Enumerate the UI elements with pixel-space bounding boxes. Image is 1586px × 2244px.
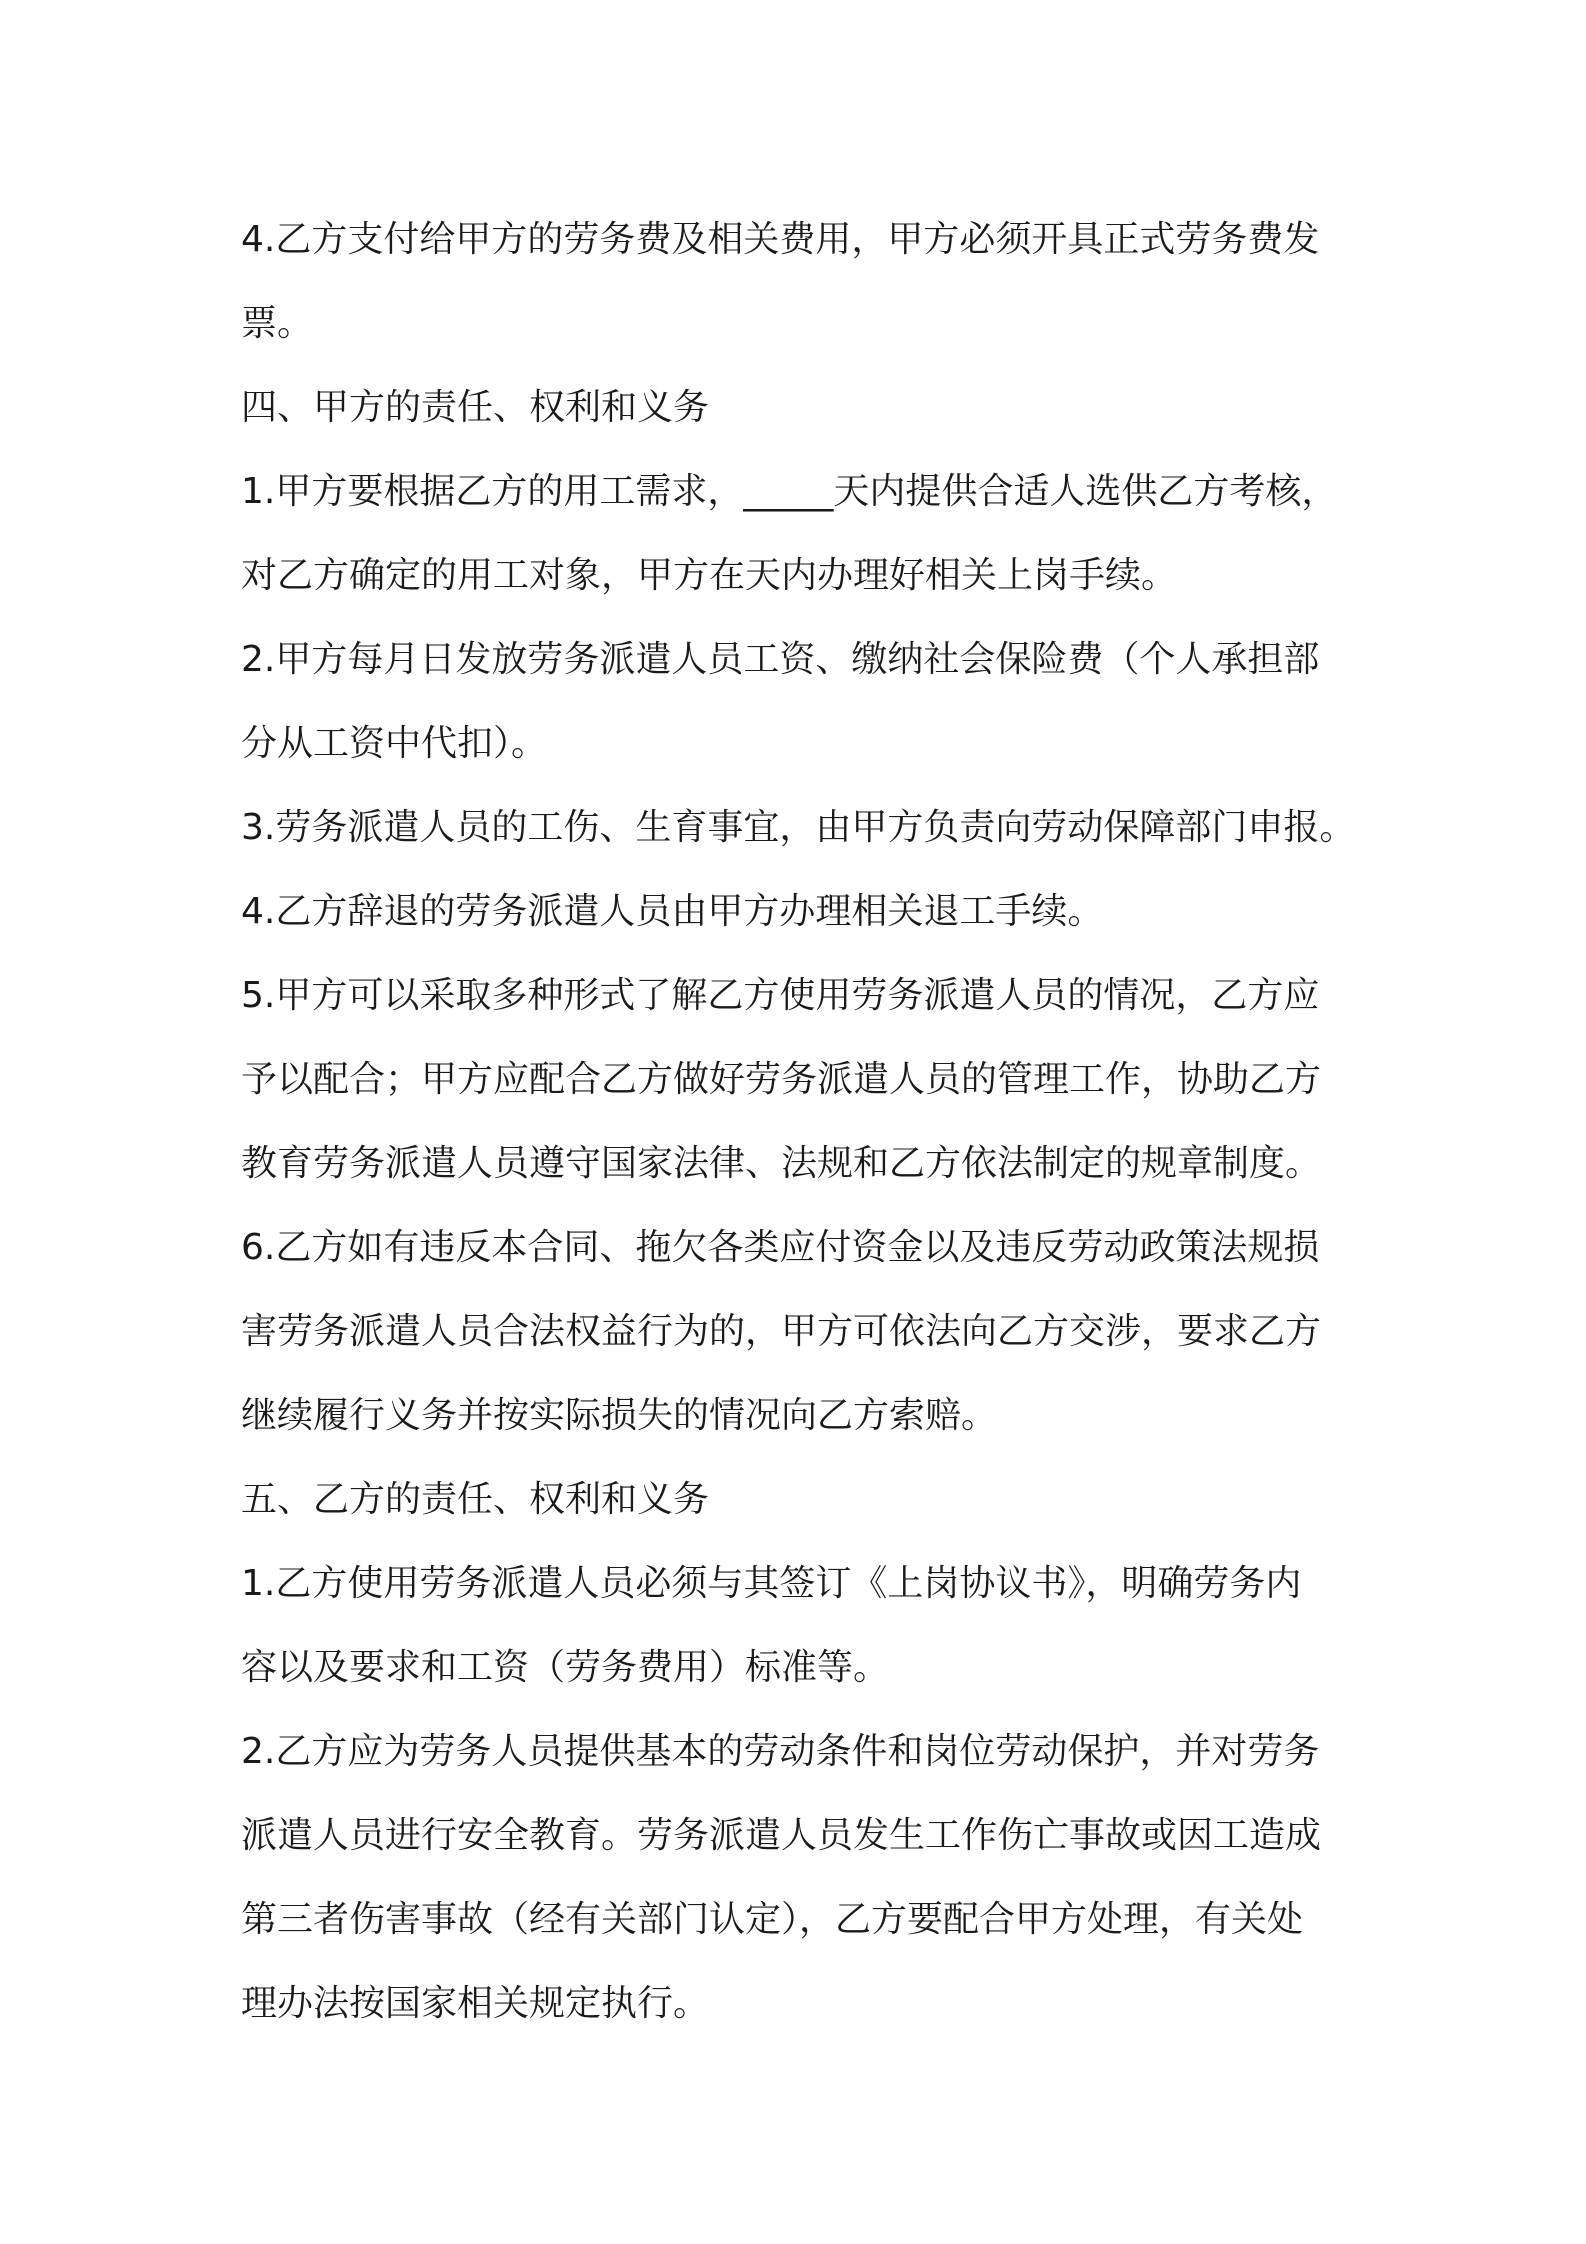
text-line: 1.甲方要根据乙方的用工需求，_____天内提供合适人选供乙方考核， bbox=[241, 471, 1338, 512]
text-line: 害劳务派遣人员合法权益行为的，甲方可依法向乙方交涉，要求乙方 bbox=[241, 1311, 1322, 1352]
section-heading: 五、乙方的责任、权利和义务 bbox=[241, 1479, 710, 1520]
text-line: 对乙方确定的用工对象，甲方在天内办理好相关上岗手续。 bbox=[241, 555, 1178, 596]
text-line: 派遣人员进行安全教育。劳务派遣人员发生工作伤亡事故或因工造成 bbox=[241, 1815, 1322, 1856]
text-line: 理办法按国家相关规定执行。 bbox=[241, 1983, 710, 2024]
text-line: 4.乙方辞退的劳务派遣人员由甲方办理相关退工手续。 bbox=[241, 891, 1104, 932]
text-line: 票。 bbox=[241, 303, 314, 344]
text-line: 继续履行义务并按实际损失的情况向乙方索赔。 bbox=[241, 1395, 998, 1436]
text-line: 予以配合；甲方应配合乙方做好劳务派遣人员的管理工作，协助乙方 bbox=[241, 1059, 1322, 1100]
section-heading: 四、甲方的责任、权利和义务 bbox=[241, 387, 710, 428]
text-line: 2.甲方每月日发放劳务派遣人员工资、缴纳社会保险费（个人承担部 bbox=[241, 639, 1320, 680]
text-line: 1.乙方使用劳务派遣人员必须与其签订《上岗协议书》，明确劳务内 bbox=[241, 1563, 1302, 1604]
text-line: 教育劳务派遣人员遵守国家法律、法规和乙方依法制定的规章制度。 bbox=[241, 1143, 1322, 1184]
text-line: 2.乙方应为劳务人员提供基本的劳动条件和岗位劳动保护，并对劳务 bbox=[241, 1731, 1320, 1772]
text-line: 6.乙方如有违反本合同、拖欠各类应付资金以及违反劳动政策法规损 bbox=[241, 1227, 1320, 1268]
document-body bbox=[241, 198, 1386, 2046]
text-line: 第三者伤害事故（经有关部门认定），乙方要配合甲方处理，有关处 bbox=[241, 1899, 1304, 1940]
text-line: 5.甲方可以采取多种形式了解乙方使用劳务派遣人员的情况，乙方应 bbox=[241, 975, 1320, 1016]
text-line: 容以及要求和工资（劳务费用）标准等。 bbox=[241, 1647, 890, 1688]
text-line: 3.劳务派遣人员的工伤、生育事宜，由甲方负责向劳动保障部门申报。 bbox=[241, 807, 1356, 848]
text-line: 4.乙方支付给甲方的劳务费及相关费用，甲方必须开具正式劳务费发 bbox=[241, 219, 1320, 260]
text-line: 分从工资中代扣）。 bbox=[241, 723, 548, 764]
